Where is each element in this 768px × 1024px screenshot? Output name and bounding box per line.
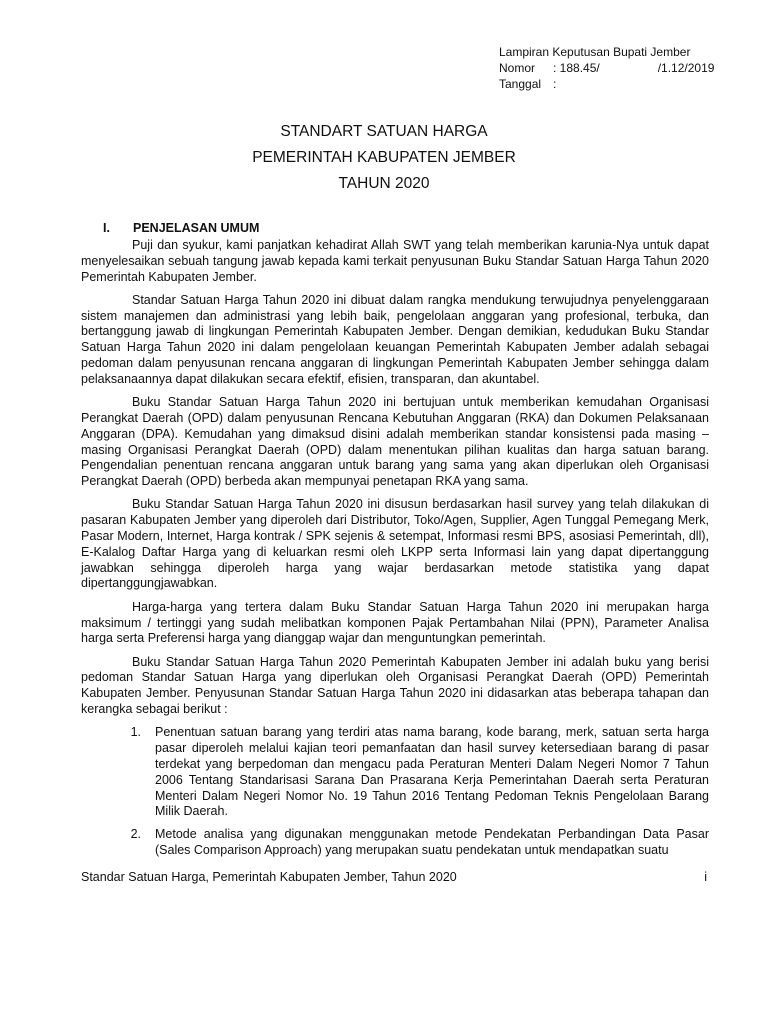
paragraph: Buku Standar Satuan Harga Tahun 2020 Pemerintah Kabupaten Jember ini adalah buku yang berisi pedoman Standar Satuan Harga yang diperlukan oleh Organisasi Perangkat Daerah (OPD) Pemerintah Kabupaten Jember. Penyusunan Standar Satuan Harga Tahun 2020 ini didasarkan atas beberapa tahapan dan kerangka sebagai berikut : bbox=[81, 654, 709, 717]
nomor-date: /1.12/2019 bbox=[657, 61, 715, 75]
section-number: I. bbox=[103, 221, 110, 235]
title-line-1: STANDART SATUAN HARGA bbox=[280, 123, 488, 140]
title-line-2: PEMERINTAH KABUPATEN JEMBER bbox=[252, 149, 516, 166]
page-footer bbox=[81, 870, 707, 884]
numbered-list bbox=[81, 725, 709, 858]
paragraph: Puji dan syukur, kami panjatkan kehadirat Allah SWT yang telah memberikan karunia-Nya untuk dapat menyelesaikan sebuah tangung jawab kepada kami terkait penyusunan Buku Standar Satuan Harga Tahun 2020 Pemerintah Kabupaten Jember. bbox=[81, 238, 709, 284]
body-text bbox=[81, 238, 709, 862]
list-item-text: Metode analisa yang digunakan menggunakan metode Pendekatan Perbandingan Data Pasar (Sales Comparison Approach) yang merupakan suatu pendekatan untuk mendapatkan suatu bbox=[155, 827, 709, 857]
list-item bbox=[81, 725, 709, 820]
tanggal-value: : bbox=[553, 77, 557, 91]
nomor-label: Nomor bbox=[499, 61, 536, 75]
list-item-number: 1. bbox=[130, 725, 141, 740]
paragraph: Harga-harga yang tertera dalam Buku Standar Satuan Harga Tahun 2020 ini merupakan harga maksimum / tertinggi yang sudah melibatkan komponen Pajak Pertambahan Nilai (PPN), Parameter Analisa harga serta Preferensi harga yang dianggap wajar dan menguntungkan pemerintah. bbox=[81, 599, 709, 646]
list-item-number: 2. bbox=[130, 827, 141, 842]
paragraph: Buku Standar Satuan Harga Tahun 2020 ini disusun berdasarkan hasil survey yang telah dilakukan di pasaran Kabupaten Jember yang diperoleh dari Distributor, Toko/Agen, Supplier, Agen Tunggal Pemegang Merk, Pasar Modern, Internet, Harga kontrak / SPK sejenis & setempat, Informasi resmi BPS, asosiasi Pemerintah, dll), E-Kalalog Daftar Harga yang di keluarkan resmi oleh LKPP serta Informasi lain yang dapat dipertanggung jawabkan sehingga diperoleh harga yang wajar berdasarkan metode statistika yang dapat dipertanggungjawabkan. bbox=[81, 497, 709, 591]
nomor-value: : 188.45/ bbox=[553, 61, 600, 75]
list-item-text: Penentuan satuan barang yang terdiri atas nama barang, kode barang, merk, satuan serta harga pasar diperoleh melalui kajian teori pemanfaatan dan hasil survey ketersediaan barang di pasar terdekat yang berpedoman dan mengacu pada Peraturan Menteri Dalam Negeri Nomor 7 Tahun 2006 Tentang Standarisasi Sarana Dan Prasarana Kerja Pemerintahan Daerah serta Peraturan Menteri Dalam Negeri Nomor No. 19 Tahun 2016 Tentang Pedoman Teknis Pengelolaan Barang Milik Daerah. bbox=[155, 725, 709, 819]
list-item bbox=[81, 827, 709, 859]
title-line-3: TAHUN 2020 bbox=[338, 175, 430, 192]
page-number: i bbox=[704, 870, 707, 884]
paragraph: Buku Standar Satuan Harga Tahun 2020 ini bertujuan untuk memberikan kemudahan Organisasi Perangkat Daerah (OPD) dalam penyusunan Rencana Kebutuhan Anggaran (RKA) dan Dokumen Pelaksanaan Anggaran (DPA). Kemudahan yang dimaksud disini adalah memberikan standar konsistensi pada masing – masing Organisasi Perangkat Daerah (OPD) dalam menentukan pilihan kualitas dan harga satuan barang. Pengendalian penentuan rencana anggaran untuk barang yang sama yang akan diperlukan oleh Organisasi Perangkat Daerah (OPD) berbeda akan mempunyai penetapan RKA yang sama. bbox=[81, 395, 709, 489]
paragraph: Standar Satuan Harga Tahun 2020 ini dibuat dalam rangka mendukung terwujudnya penyelenggaraan sistem manajemen dan administrasi yang lebih baik, pengelolaan anggaran yang profesional, terbuka, dan bertanggung jawab di lingkungan Pemerintah Kabupaten Jember. Dengan demikian, kedudukan Buku Standar Satuan Harga Tahun 2020 ini dalam pengelolaan keuangan Pemerintah Kabupaten Jember adalah sebagai pedoman dalam penyusunan rencana anggaran di lingkungan Pemerintah Kabupaten Jember sehingga dalam pelaksanaannya dapat dilakukan secara efektif, efisien, transparan, dan akuntabel. bbox=[81, 292, 709, 386]
tanggal-label: Tanggal bbox=[499, 77, 542, 91]
section-title: PENJELASAN UMUM bbox=[133, 221, 260, 235]
footer-text: Standar Satuan Harga, Pemerintah Kabupaten Jember, Tahun 2020 bbox=[81, 870, 457, 884]
decree-title-text: Lampiran Keputusan Bupati Jember bbox=[499, 45, 691, 59]
